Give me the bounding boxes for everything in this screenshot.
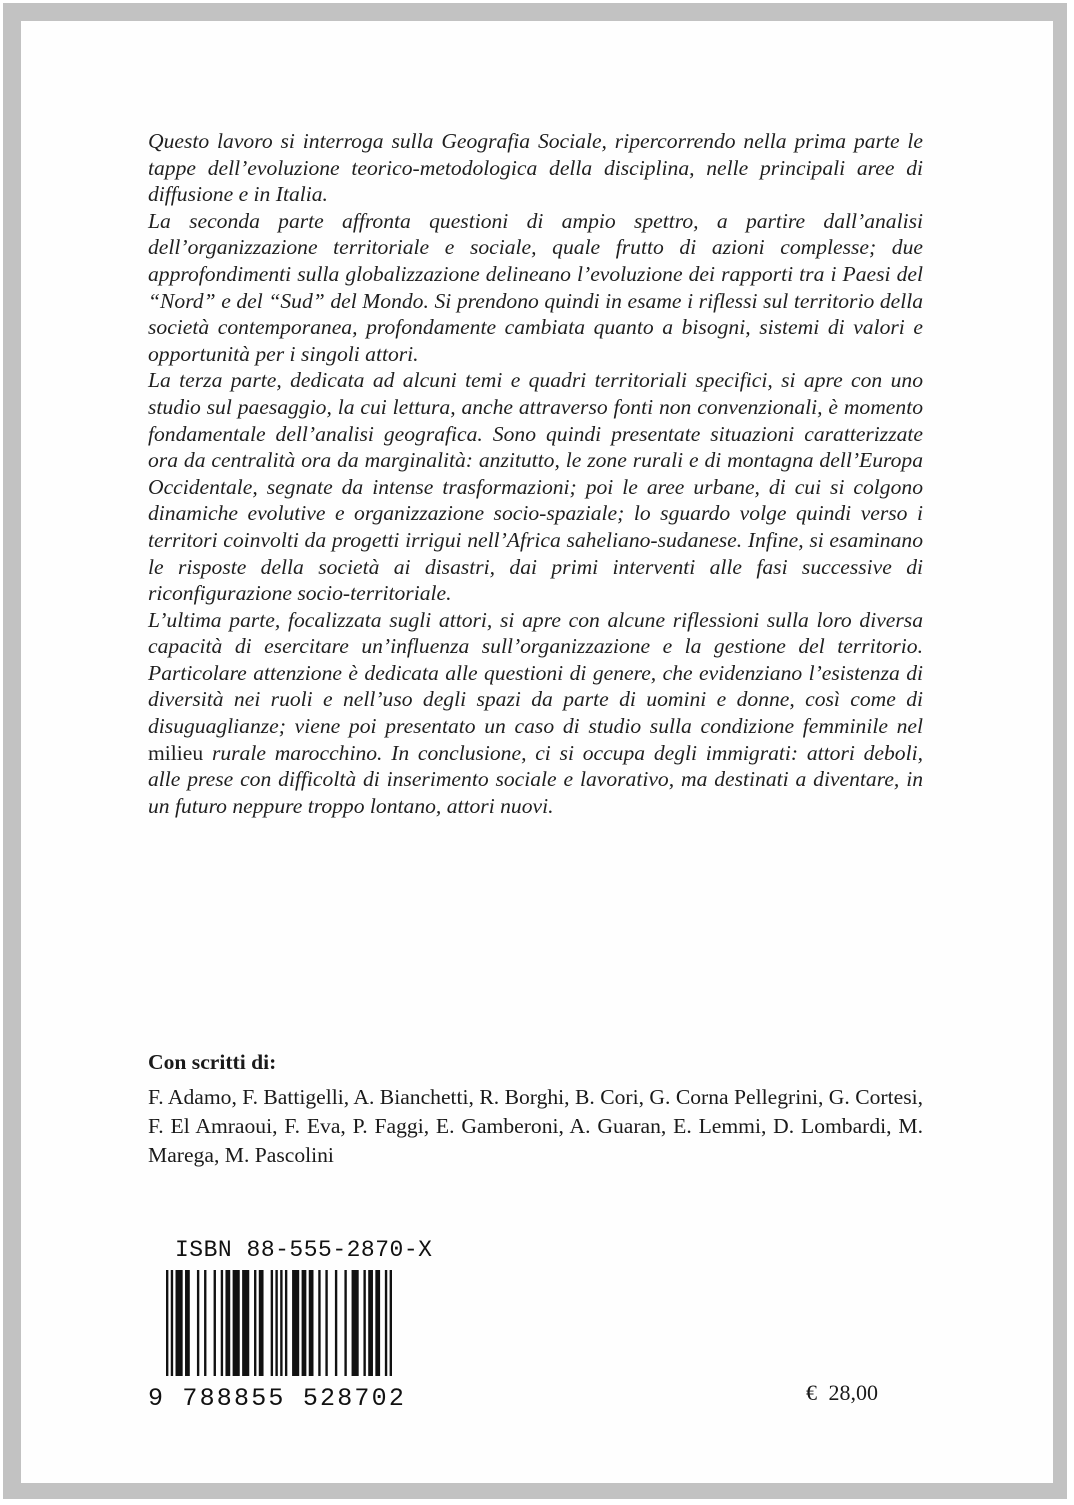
barcode-bar	[335, 1270, 337, 1376]
barcode-bar	[309, 1270, 314, 1376]
barcode-bar	[385, 1270, 387, 1376]
price: € 28,00	[806, 1380, 878, 1405]
blurb-paragraph	[148, 607, 923, 820]
blurb-paragraph: Questo lavoro si interroga sulla Geografia Sociale, ripercorrendo nella prima parte le tappe dell’evoluzione teorico-metodologica della disciplina, nelle principali aree di diffusione e in Italia.	[148, 129, 923, 207]
barcode-bar	[390, 1270, 392, 1376]
back-cover-blurb	[148, 128, 923, 819]
barcode-bar	[325, 1270, 327, 1376]
barcode-bar	[318, 1270, 320, 1376]
ean-number: 9 788855 528702	[148, 1384, 407, 1413]
barcode-bar	[363, 1270, 365, 1376]
barcode-bar	[166, 1270, 168, 1376]
isbn-label: ISBN 88-555-2870-X	[175, 1237, 433, 1263]
blurb-upright-word: milieu	[148, 740, 204, 765]
barcode-bar	[352, 1270, 359, 1376]
barcode-bar	[344, 1270, 346, 1376]
blurb-paragraph: La seconda parte affronta questioni di ampio spettro, a partire dall’analisi dell’organizzazione territoriale e sociale, quale frutto di azioni complesse; due approfondimenti sulla globalizzazione delineano l’evoluzione dei rapporti tra i Paesi del “Nord” e del “Sud” del Mondo. Si prendono quindi in esame i riflessi sul territorio della società contemporanea, profondamente cambiata quanto a bisogni, sistemi di valori e opportunità per i singoli attori.	[148, 208, 923, 366]
barcode-bar	[221, 1270, 223, 1376]
barcode-bar	[233, 1270, 240, 1376]
blurb-text: L’ultima parte, focalizzata sugli attori, si apre con alcune riflessioni sulla loro diversa capacità di esercitare un’influenza sull’organizzazione e la gestione del territorio. Particolare attenzione è dedicata alle questioni di genere, che evidenziano l’esistenza di diversità nei ruoli e nell’uso degli spazi da parte di uomini e donne, così come di disuguaglianze; viene poi presentato un caso di studio sulla condizione femminile nel	[148, 607, 923, 739]
barcode-bar	[197, 1270, 199, 1376]
barcode-bar	[204, 1270, 206, 1376]
barcode-bar	[375, 1270, 380, 1376]
authors-list: F. Adamo, F. Battigelli, A. Bianchetti, R. Borghi, B. Cori, G. Corna Pellegrini, G. Cortesi, F. El Amraoui, F. Eva, P. Faggi, E. Gamberoni, A. Guaran, E. Lemmi, D. Lombardi, M. Marega, M. Pascolini	[148, 1085, 923, 1167]
barcode-bar	[275, 1270, 277, 1376]
barcode-bar	[171, 1270, 173, 1376]
barcode-bar	[271, 1270, 273, 1376]
barcode-bar	[292, 1270, 299, 1376]
barcode-bar	[285, 1270, 287, 1376]
barcode-bar	[242, 1270, 249, 1376]
barcode-bar	[254, 1270, 256, 1376]
barcode-bar	[176, 1270, 183, 1376]
blurb-text: rurale marocchino. In conclusione, ci si occupa degli immigrati: attori deboli, alle prese con difficoltà di inserimento sociale e lavorativo, ma destinati a diventare, in un futuro neppure troppo lontano, attori nuovi.	[148, 740, 923, 818]
barcode-bar	[185, 1270, 190, 1376]
barcode-bar	[280, 1270, 282, 1376]
blurb-paragraph: La terza parte, dedicata ad alcuni temi e quadri territoriali specifici, si apre con uno studio sul paesaggio, la cui lettura, anche attraverso fonti non convenzionali, è momento fondamentale dell’analisi geografica. Sono quindi presentate situazioni caratterizzate ora da centralità ora da marginalità: anzitutto, le zone rurali e di montagna dell’Europa Occidentale, segnate da intense trasformazioni; poi le aree urbane, di cui si colgono dinamiche evolutive e organizzazione socio-spaziale; lo sguardo volge quindi verso i territori coinvolti da progetti irrigui nell’Africa saheliano-sudanese. Infine, si esaminano le risposte della società ai disastri, dai primi interventi alle fasi successive di riconfigurazione socio-territoriale.	[148, 368, 923, 606]
barcode-bar	[259, 1270, 264, 1376]
barcode-bar	[302, 1270, 307, 1376]
authors-heading: Con scritti di:	[148, 1050, 277, 1074]
barcode-bar	[225, 1270, 230, 1376]
barcode-bar	[214, 1270, 216, 1376]
barcode	[166, 1270, 392, 1376]
barcode-bar	[368, 1270, 373, 1376]
